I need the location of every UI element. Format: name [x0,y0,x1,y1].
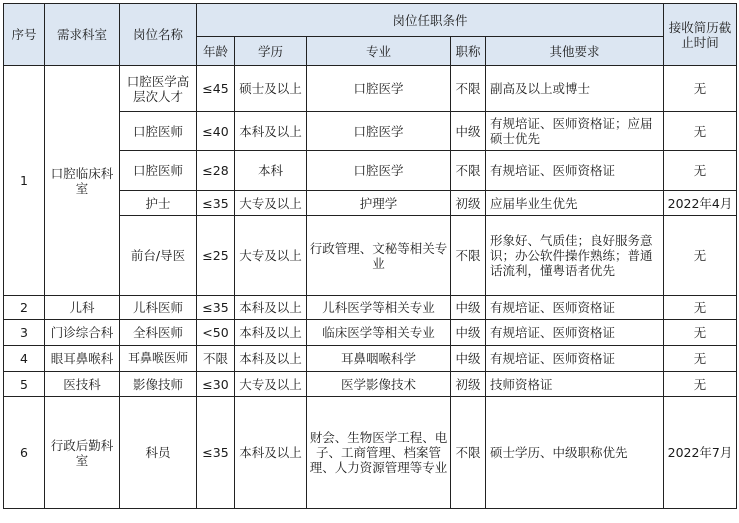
dept-cell: 行政后勤科室 [45,397,120,509]
dept-cell: 医技科 [45,372,120,397]
other-cell: 有规培证、医师资格证；应届硕士优先 [486,112,664,151]
other-cell: 有规培证、医师资格证 [486,346,664,372]
table-row [4,397,737,509]
title-cell: 不限 [451,216,486,296]
header-title: 职称 [451,37,486,66]
table-row [4,296,737,320]
age-cell: <50 [197,320,235,346]
age-cell: ≤40 [197,112,235,151]
table-row [4,372,737,397]
title-cell: 中级 [451,346,486,372]
position-cell: 口腔医师 [120,112,197,151]
seq-cell: 1 [4,66,45,296]
seq-cell: 5 [4,372,45,397]
deadline-cell: 无 [664,346,737,372]
dept-cell: 门诊综合科 [45,320,120,346]
major-cell: 行政管理、文秘等相关专业 [307,216,451,296]
education-cell: 本科 [235,151,307,191]
position-cell: 口腔医学高层次人才 [120,66,197,112]
title-cell: 不限 [451,66,486,112]
education-cell: 本科及以上 [235,397,307,509]
position-cell: 前台/导医 [120,216,197,296]
major-cell: 耳鼻咽喉科学 [307,346,451,372]
major-cell: 医学影像技术 [307,372,451,397]
major-cell: 财会、生物医学工程、电子、工商管理、档案管理、人力资源管理等专业 [307,397,451,509]
education-cell: 硕士及以上 [235,66,307,112]
seq-cell: 4 [4,346,45,372]
title-cell: 中级 [451,296,486,320]
other-cell: 技师资格证 [486,372,664,397]
title-cell: 初级 [451,372,486,397]
education-cell: 大专及以上 [235,191,307,216]
deadline-cell: 2022年7月 [664,397,737,509]
dept-cell: 口腔临床科室 [45,66,120,296]
header-education: 学历 [235,37,307,66]
major-cell: 口腔医学 [307,151,451,191]
other-cell: 应届毕业生优先 [486,191,664,216]
position-cell: 儿科医师 [120,296,197,320]
other-cell: 有规培证、医师资格证 [486,151,664,191]
major-cell: 儿科医学等相关专业 [307,296,451,320]
dept-cell: 儿科 [45,296,120,320]
deadline-cell: 无 [664,372,737,397]
header-deadline: 接收简历截止时间 [664,4,737,66]
education-cell: 本科及以上 [235,346,307,372]
deadline-cell: 无 [664,112,737,151]
position-cell: 影像技师 [120,372,197,397]
title-cell: 中级 [451,112,486,151]
age-cell: ≤30 [197,372,235,397]
other-cell: 硕士学历、中级职称优先 [486,397,664,509]
title-cell: 不限 [451,397,486,509]
table-row [4,320,737,346]
header-position: 岗位名称 [120,4,197,66]
age-cell: ≤35 [197,397,235,509]
table-row [4,346,737,372]
education-cell: 大专及以上 [235,372,307,397]
education-cell: 本科及以上 [235,112,307,151]
title-cell: 初级 [451,191,486,216]
header-other: 其他要求 [486,37,664,66]
position-cell: 科员 [120,397,197,509]
major-cell: 口腔医学 [307,112,451,151]
seq-cell: 3 [4,320,45,346]
deadline-cell: 无 [664,216,737,296]
seq-cell: 2 [4,296,45,320]
header-dept: 需求科室 [45,4,120,66]
deadline-cell: 无 [664,296,737,320]
position-cell: 护士 [120,191,197,216]
age-cell: ≤35 [197,296,235,320]
other-cell: 有规培证、医师资格证 [486,320,664,346]
age-cell: ≤25 [197,216,235,296]
position-cell: 全科医师 [120,320,197,346]
deadline-cell: 无 [664,320,737,346]
seq-cell: 6 [4,397,45,509]
recruitment-table [3,3,737,509]
other-cell: 形象好、气质佳；良好服务意识；办公软件操作熟练；普通话流利，懂粤语者优先 [486,216,664,296]
major-cell: 临床医学等相关专业 [307,320,451,346]
deadline-cell: 无 [664,66,737,112]
major-cell: 口腔医学 [307,66,451,112]
age-cell: ≤28 [197,151,235,191]
education-cell: 本科及以上 [235,320,307,346]
age-cell: 不限 [197,346,235,372]
age-cell: ≤45 [197,66,235,112]
header-conditions: 岗位任职条件 [197,4,664,37]
education-cell: 大专及以上 [235,216,307,296]
header-seq: 序号 [4,4,45,66]
other-cell: 有规培证、医师资格证 [486,296,664,320]
other-cell: 副高及以上或博士 [486,66,664,112]
header-major: 专业 [307,37,451,66]
position-cell: 口腔医师 [120,151,197,191]
title-cell: 中级 [451,320,486,346]
major-cell: 护理学 [307,191,451,216]
dept-cell: 眼耳鼻喉科 [45,346,120,372]
title-cell: 不限 [451,151,486,191]
table-row [4,66,737,112]
position-cell: 耳鼻喉医师 [120,346,197,372]
education-cell: 本科及以上 [235,296,307,320]
deadline-cell: 2022年4月 [664,191,737,216]
deadline-cell: 无 [664,151,737,191]
header-age: 年龄 [197,37,235,66]
age-cell: ≤35 [197,191,235,216]
